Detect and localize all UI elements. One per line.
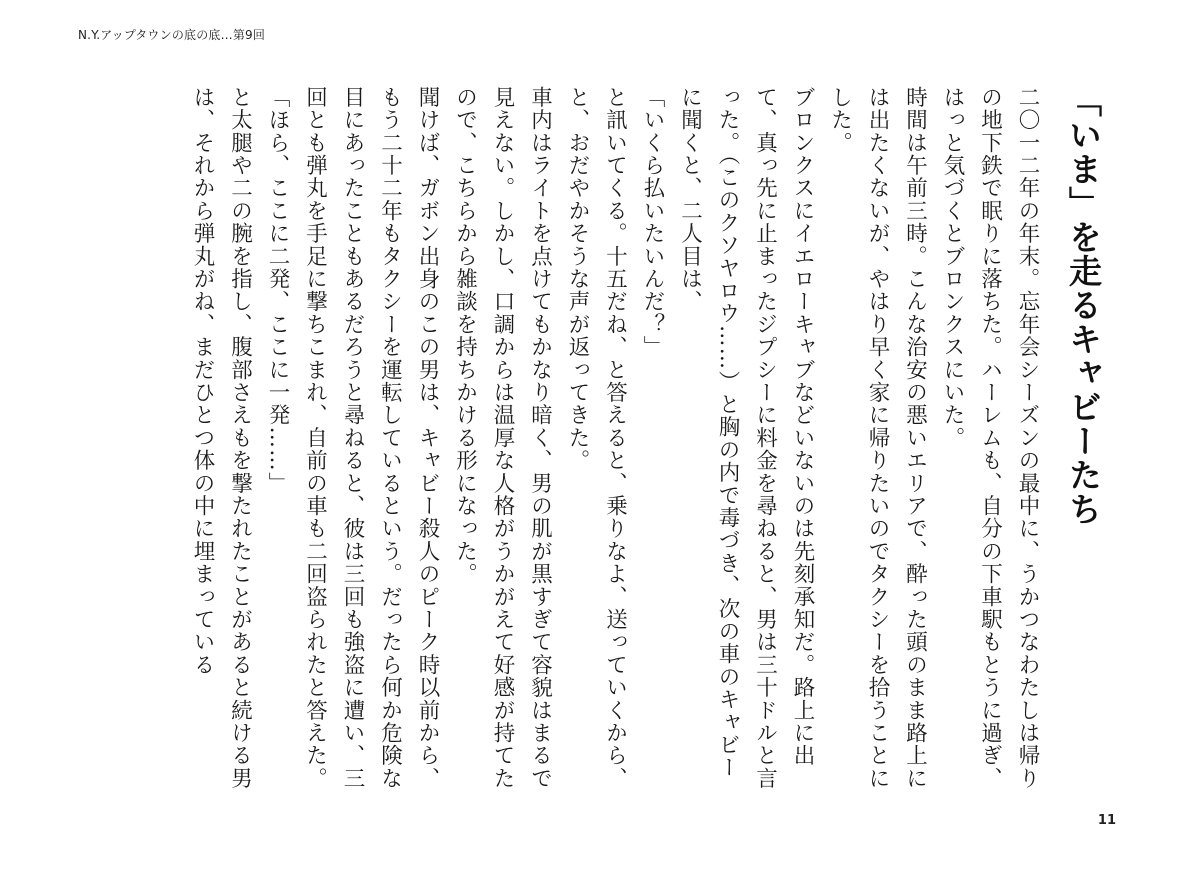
paragraph: 「ほら、ここに二発、ここに一発……」: [265, 86, 290, 495]
paragraph: 聞けば、ガボン出身のこの男は、キャビー殺人のピーク時以前から、もう二十二年もタクシーを運転しているという。だったら何か危険な目にあったこともあるだろうと尋ねると、彼は三回も強盗に遭い、三回とも弾丸を手足に撃ちこまれ、自前の車も二回盗られたと答えた。: [302, 86, 440, 790]
paragraph: 「いくら払いたいんだ？」: [640, 86, 665, 359]
chapter-title: 「いま」を走るキャビーたち: [1064, 84, 1103, 526]
page-number: 11: [1097, 813, 1116, 828]
paragraph: 車内はライトを点けてもかなり暗く、男の肌が黒すぎて容貌はまるで見えない。しかし、口調からは温厚な人格がうかがえて好感が持てたので、こちらから雑談を持ちかける形になった。: [452, 86, 553, 790]
running-header: N.Y.アップタウンの底の底…第9回: [78, 28, 266, 42]
paragraph: と訊いてくる。十五だね、と答えると、乗りなよ、送っていくから、と、おだやかそうな声が返ってきた。: [565, 86, 628, 790]
paragraph: 二〇一二年の年末。忘年会シーズンの最中に、うかつなわたしは帰りの地下鉄で眠りに落ちた。ハーレムも、自分の下車駅もとうに過ぎ、はっと気づくとブロンクスにいた。: [940, 86, 1040, 790]
paragraph: と太腿や二の腕を指し、腹部さえもを撃たれたことがあると続ける男は、それから弾丸がね、まだひとつ体の中に埋まっている: [190, 86, 253, 790]
paragraph: 時間は午前三時。こんな治安の悪いエリアで、酔った頭のまま路上には出たくないが、やはり早く家に帰りたいのでタクシーを拾うことにした。: [827, 86, 928, 790]
paragraph: ブロンクスにイエローキャブなどいないのは先刻承知だ。路上に出て、真っ先に止まったジプシーに料金を尋ねると、男は三十ドルと言った。（このクソヤロウ……）と胸の内で毒づき、次の車のキャビーに聞くと、二人目は、: [677, 86, 815, 790]
body-text: [86, 86, 1046, 792]
